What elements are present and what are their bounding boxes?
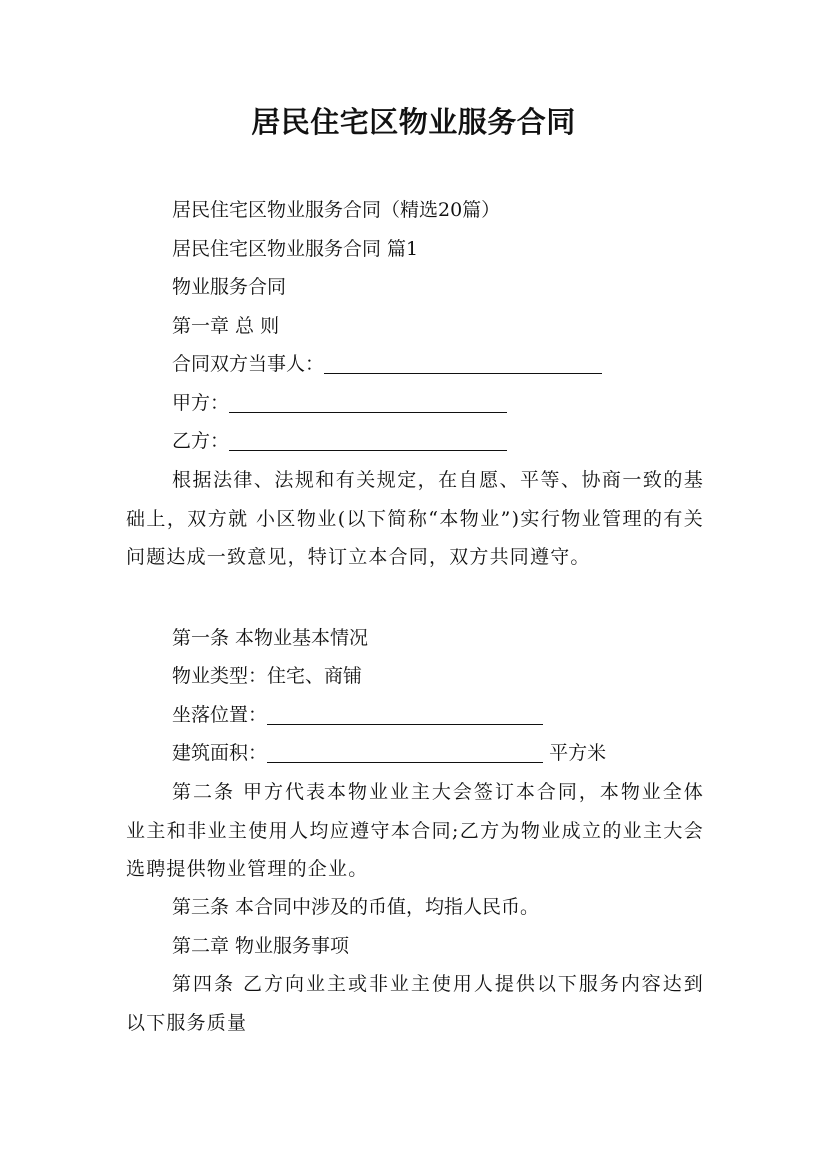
parties-line [172,345,704,384]
area-unit: 平方米 [549,742,607,764]
location-line [172,696,704,735]
part-heading: 居民住宅区物业服务合同 篇1 [172,238,419,260]
location-label: 坐落位置： [172,704,268,726]
property-type: 物业类型：住宅、商铺 [172,665,363,687]
party-b-label: 乙方： [172,430,230,452]
article-2: 第二条 甲方代表本物业业主大会签订本合同，本物业全体业主和非业主使用人均应遵守本合同;乙方为物业成立的业主大会选聘提供物业管理的企业。 [126,781,704,880]
intro-paragraph: 根据法律、法规和有关规定，在自愿、平等、协商一致的基础上，双方就 小区物业(以下简称“本物业”)实行物业管理的有关问题达成一致意见，特订立本合同，双方共同遵守。 [126,469,704,568]
party-a-label: 甲方： [172,392,230,414]
party-b-line [172,422,704,461]
area-label: 建筑面积： [172,742,268,764]
chapter-heading-1: 第一章 总 则 [172,315,280,337]
parties-blank [324,353,602,374]
party-b-blank [229,430,507,451]
article-3: 第三条 本合同中涉及的币值，均指人民币。 [172,896,540,918]
article-4: 第四条 乙方向业主或非业主使用人提供以下服务内容达到以下服务质量 [126,973,704,1034]
area-blank [267,742,543,763]
party-a-blank [229,392,507,413]
party-a-line [172,384,704,423]
parties-label: 合同双方当事人： [172,353,325,375]
chapter-heading-2: 第二章 物业服务事项 [172,935,350,957]
article-1-heading: 第一条 本物业基本情况 [172,627,369,649]
contract-name: 物业服务合同 [172,276,287,298]
document-subtitle: 居民住宅区物业服务合同（精选20篇） [172,199,501,221]
location-blank [267,704,543,725]
document-title: 居民住宅区物业服务合同 [251,105,576,139]
area-line [172,734,704,773]
